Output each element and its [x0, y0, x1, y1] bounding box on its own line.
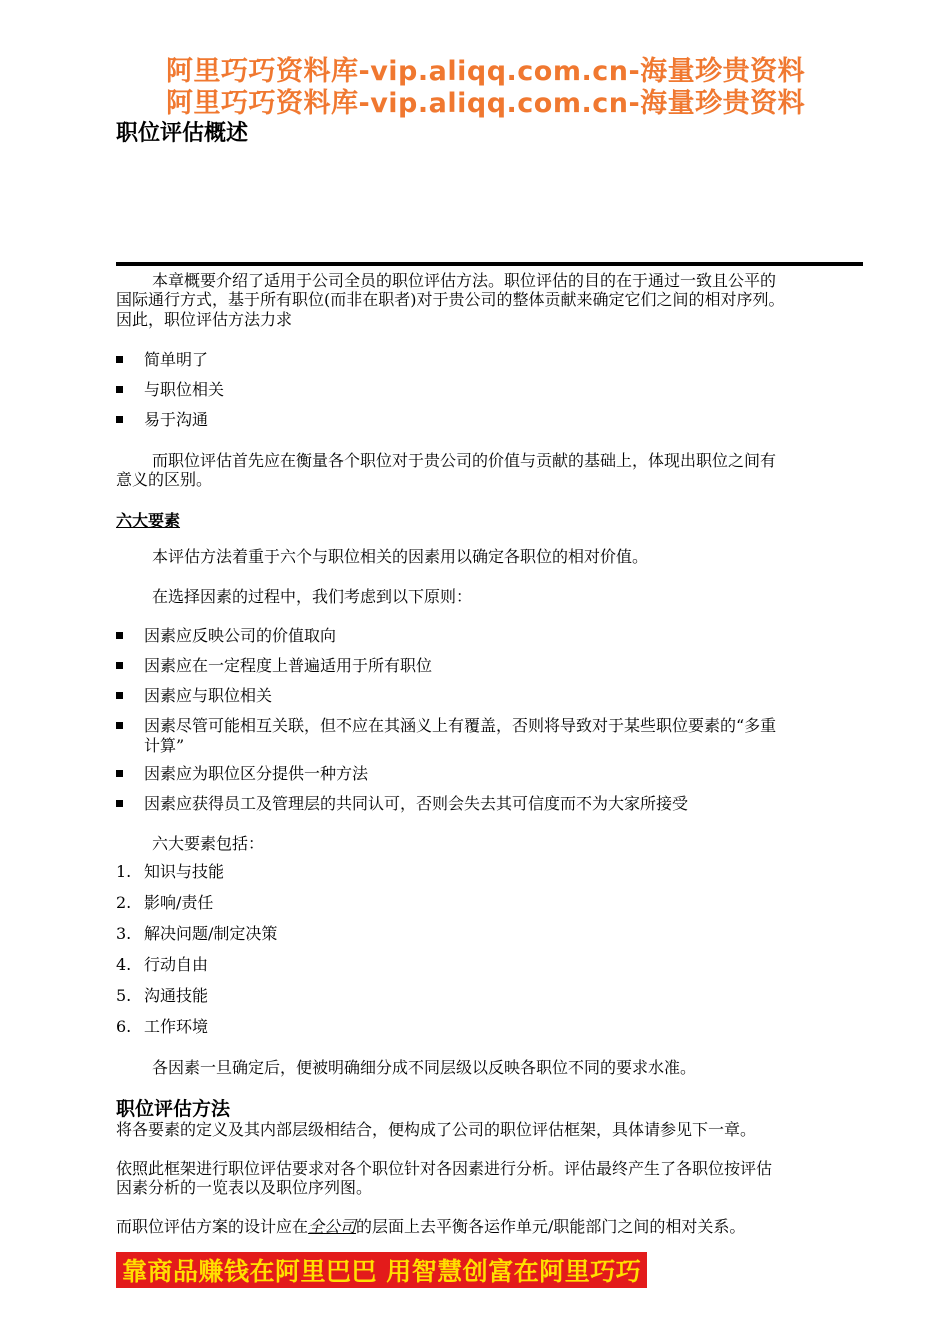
- list-item-text: 因素尽管可能相互关联，但不应在其涵义上有覆盖，否则将导致对于某些职位要素的“多重: [144, 716, 777, 735]
- paragraph-text: 的层面上去平衡各运作单元/职能部门之间的相对关系。: [356, 1217, 746, 1236]
- intro-line: 因此，职位评估方法力求: [116, 310, 293, 329]
- paragraph: [116, 1217, 868, 1236]
- item-text: 知识与技能: [144, 862, 225, 881]
- paragraph: 六大要素包括：: [152, 834, 265, 853]
- item-text: 解决问题/制定决策: [144, 924, 278, 943]
- item-text: 沟通技能: [144, 986, 209, 1005]
- paragraph-text: 而职位评估方案的设计应在: [116, 1217, 309, 1236]
- bullet-icon: [116, 662, 123, 669]
- item-number: 6.: [116, 1017, 132, 1036]
- bullet-icon: [116, 722, 123, 729]
- paragraph-line: 因素分析的一览表以及职位序列图。: [116, 1178, 373, 1197]
- bullet-icon: [116, 416, 123, 423]
- footer-banner: 靠商品赚钱在阿里巴巴 用智慧创富在阿里巧巧: [116, 1252, 647, 1288]
- item-number: 4.: [116, 955, 132, 974]
- watermark-line: 阿里巧巧资料库-vip.aliqq.com.cn-海量珍贵资料: [166, 88, 806, 119]
- section-heading: 六大要素: [116, 511, 181, 530]
- paragraph: 本评估方法着重于六个与职位相关的因素用以确定各职位的相对价值。: [152, 547, 649, 566]
- section-heading: 职位评估方法: [116, 1098, 231, 1120]
- paragraph: 各因素一旦确定后，便被明确细分成不同层级以反映各职位不同的要求水准。: [152, 1058, 697, 1077]
- divider: [116, 262, 863, 266]
- list-item-text: 易于沟通: [144, 410, 209, 429]
- bullet-icon: [116, 692, 123, 699]
- list-item-text: 简单明了: [144, 350, 209, 369]
- item-text: 行动自由: [144, 955, 209, 974]
- paragraph-line: 依照此框架进行职位评估要求对各个职位针对各因素进行分析。评估最终产生了各职位按评估: [116, 1159, 773, 1178]
- list-item-text: 因素应获得员工及管理层的共同认可，否则会失去其可信度而不为大家所接受: [144, 794, 689, 813]
- bullet-icon: [116, 386, 123, 393]
- intro-line: 本章概要介绍了适用于公司全员的职位评估方法。职位评估的目的在于通过一致且公平的: [152, 271, 777, 290]
- emphasis-text: 全公司: [308, 1217, 357, 1236]
- list-item-text: 因素应在一定程度上普遍适用于所有职位: [144, 656, 433, 675]
- paragraph-line: 意义的区别。: [116, 470, 213, 489]
- list-item-text: 因素应反映公司的价值取向: [144, 626, 337, 645]
- item-text: 工作环境: [144, 1017, 209, 1036]
- list-item-text: 计算”: [144, 736, 185, 755]
- bullet-icon: [116, 632, 123, 639]
- paragraph: 在选择因素的过程中，我们考虑到以下原则：: [152, 587, 473, 606]
- item-number: 2.: [116, 893, 132, 912]
- watermark-line: 阿里巧巧资料库-vip.aliqq.com.cn-海量珍贵资料: [166, 56, 806, 87]
- item-number: 3.: [116, 924, 132, 943]
- list-item-text: 与职位相关: [144, 380, 225, 399]
- list-item-text: 因素应为职位区分提供一种方法: [144, 764, 369, 783]
- bullet-icon: [116, 800, 123, 807]
- bullet-icon: [116, 356, 123, 363]
- item-number: 5.: [116, 986, 132, 1005]
- intro-line: 国际通行方式，基于所有职位(而非在职者)对于贵公司的整体贡献来确定它们之间的相对序列。: [116, 290, 785, 309]
- paragraph: 将各要素的定义及其内部层级相结合，便构成了公司的职位评估框架，具体请参见下一章。: [116, 1120, 757, 1139]
- item-text: 影响/责任: [144, 893, 214, 912]
- page-title: 职位评估概述: [116, 121, 249, 146]
- item-number: 1.: [116, 862, 132, 881]
- paragraph-line: 而职位评估首先应在衡量各个职位对于贵公司的价值与贡献的基础上，体现出职位之间有: [152, 451, 777, 470]
- bullet-icon: [116, 770, 123, 777]
- list-item-text: 因素应与职位相关: [144, 686, 273, 705]
